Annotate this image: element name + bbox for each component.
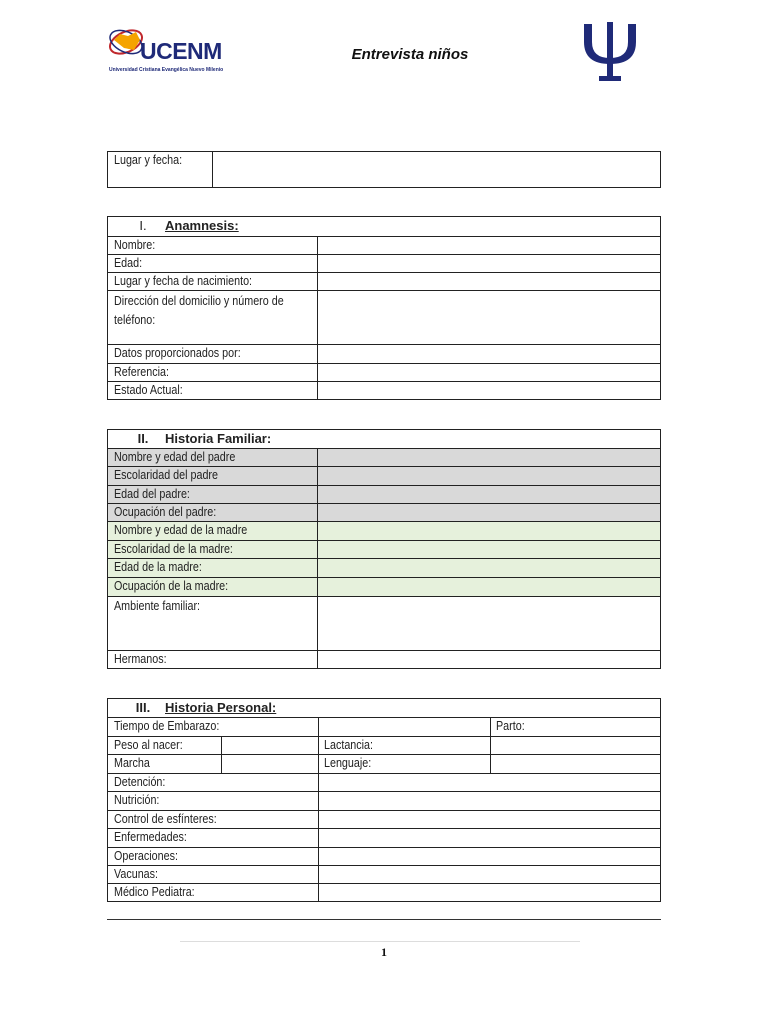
field-input[interactable] [317,578,660,596]
field-input[interactable] [317,345,660,363]
family-history-table [107,429,661,669]
anamnesis-table [107,216,661,400]
personal-history-table [107,698,661,902]
field-label: Vacunas: [114,867,159,881]
field-label: Marcha [114,756,150,770]
field-label: Enfermedades: [114,830,187,844]
field-label: Nombre y edad de la madre [114,523,248,537]
field-label: Edad: [114,256,143,270]
footer-divider [180,941,580,942]
field-input[interactable] [317,291,660,344]
field-label: Edad de la madre: [114,560,202,574]
section-header: I. Anamnesis: [139,218,239,233]
field-label: Referencia: [114,365,169,379]
field-input[interactable] [317,504,660,521]
section-header: III. Historia Personal: [135,700,277,715]
field-input[interactable] [317,651,660,668]
page-number: 1 [381,945,387,959]
field-input[interactable] [317,559,660,577]
field-label: Datos proporcionados por: [114,346,241,360]
field-label: Peso al nacer: [114,738,183,752]
field-label: Detención: [114,775,166,789]
field-label: Lenguaje: [324,756,372,770]
field-input[interactable] [317,382,660,399]
field-input[interactable] [318,884,660,901]
place-date-table [107,151,661,188]
logo-tagline: Universidad Cristiana Evangélica Nuevo Milenio [109,67,224,73]
field-label: Médico Pediatra: [114,885,195,899]
field-label: Escolaridad del padre [114,468,218,482]
field-input[interactable] [317,522,660,540]
field-label: Hermanos: [114,652,167,666]
field-label: Edad del padre: [114,487,190,501]
psi-symbol-icon [580,18,640,84]
field-label: Estado Actual: [114,383,183,397]
field-input[interactable] [317,255,660,272]
field-input[interactable] [317,486,660,503]
field-input[interactable] [318,811,660,828]
field-input[interactable] [317,541,660,558]
field-label: Ocupación del padre: [114,505,217,519]
field-input[interactable] [317,467,660,485]
place-date-label: Lugar y fecha: [114,153,183,167]
footer-rule [107,919,661,920]
field-input[interactable] [318,718,490,736]
field-label: Escolaridad de la madre: [114,542,233,556]
field-input[interactable] [317,364,660,381]
field-label: Nombre y edad del padre [114,450,236,464]
field-input[interactable] [221,755,318,773]
field-input[interactable] [317,597,660,650]
field-label: Parto: [496,719,525,733]
field-label: Dirección del domicilio y número de teléfono: [114,294,284,327]
field-label: Control de esfínteres: [114,812,217,826]
field-input[interactable] [317,273,660,290]
field-label: Operaciones: [114,849,178,863]
field-input[interactable] [317,449,660,466]
field-input[interactable] [317,237,660,254]
field-label: Lactancia: [324,738,374,752]
field-input[interactable] [221,737,318,754]
document-title: Entrevista niños [351,46,469,63]
field-input[interactable] [318,829,660,847]
field-input[interactable] [318,866,660,883]
field-label: Nutrición: [114,793,160,807]
field-input[interactable] [490,737,660,754]
field-label: Ocupación de la madre: [114,579,229,593]
field-input[interactable] [318,774,660,791]
logo-brand: UCENM [140,38,222,64]
field-label: Nombre: [114,238,156,252]
field-label: Tiempo de Embarazo: [114,719,220,733]
field-label: Lugar y fecha de nacimiento: [114,274,253,288]
field-input[interactable] [318,792,660,810]
field-label: Ambiente familiar: [114,599,201,613]
field-input[interactable] [318,848,660,865]
place-date-field[interactable] [212,152,660,187]
section-header: II. Historia Familiar: [137,431,272,446]
field-input[interactable] [490,755,660,773]
